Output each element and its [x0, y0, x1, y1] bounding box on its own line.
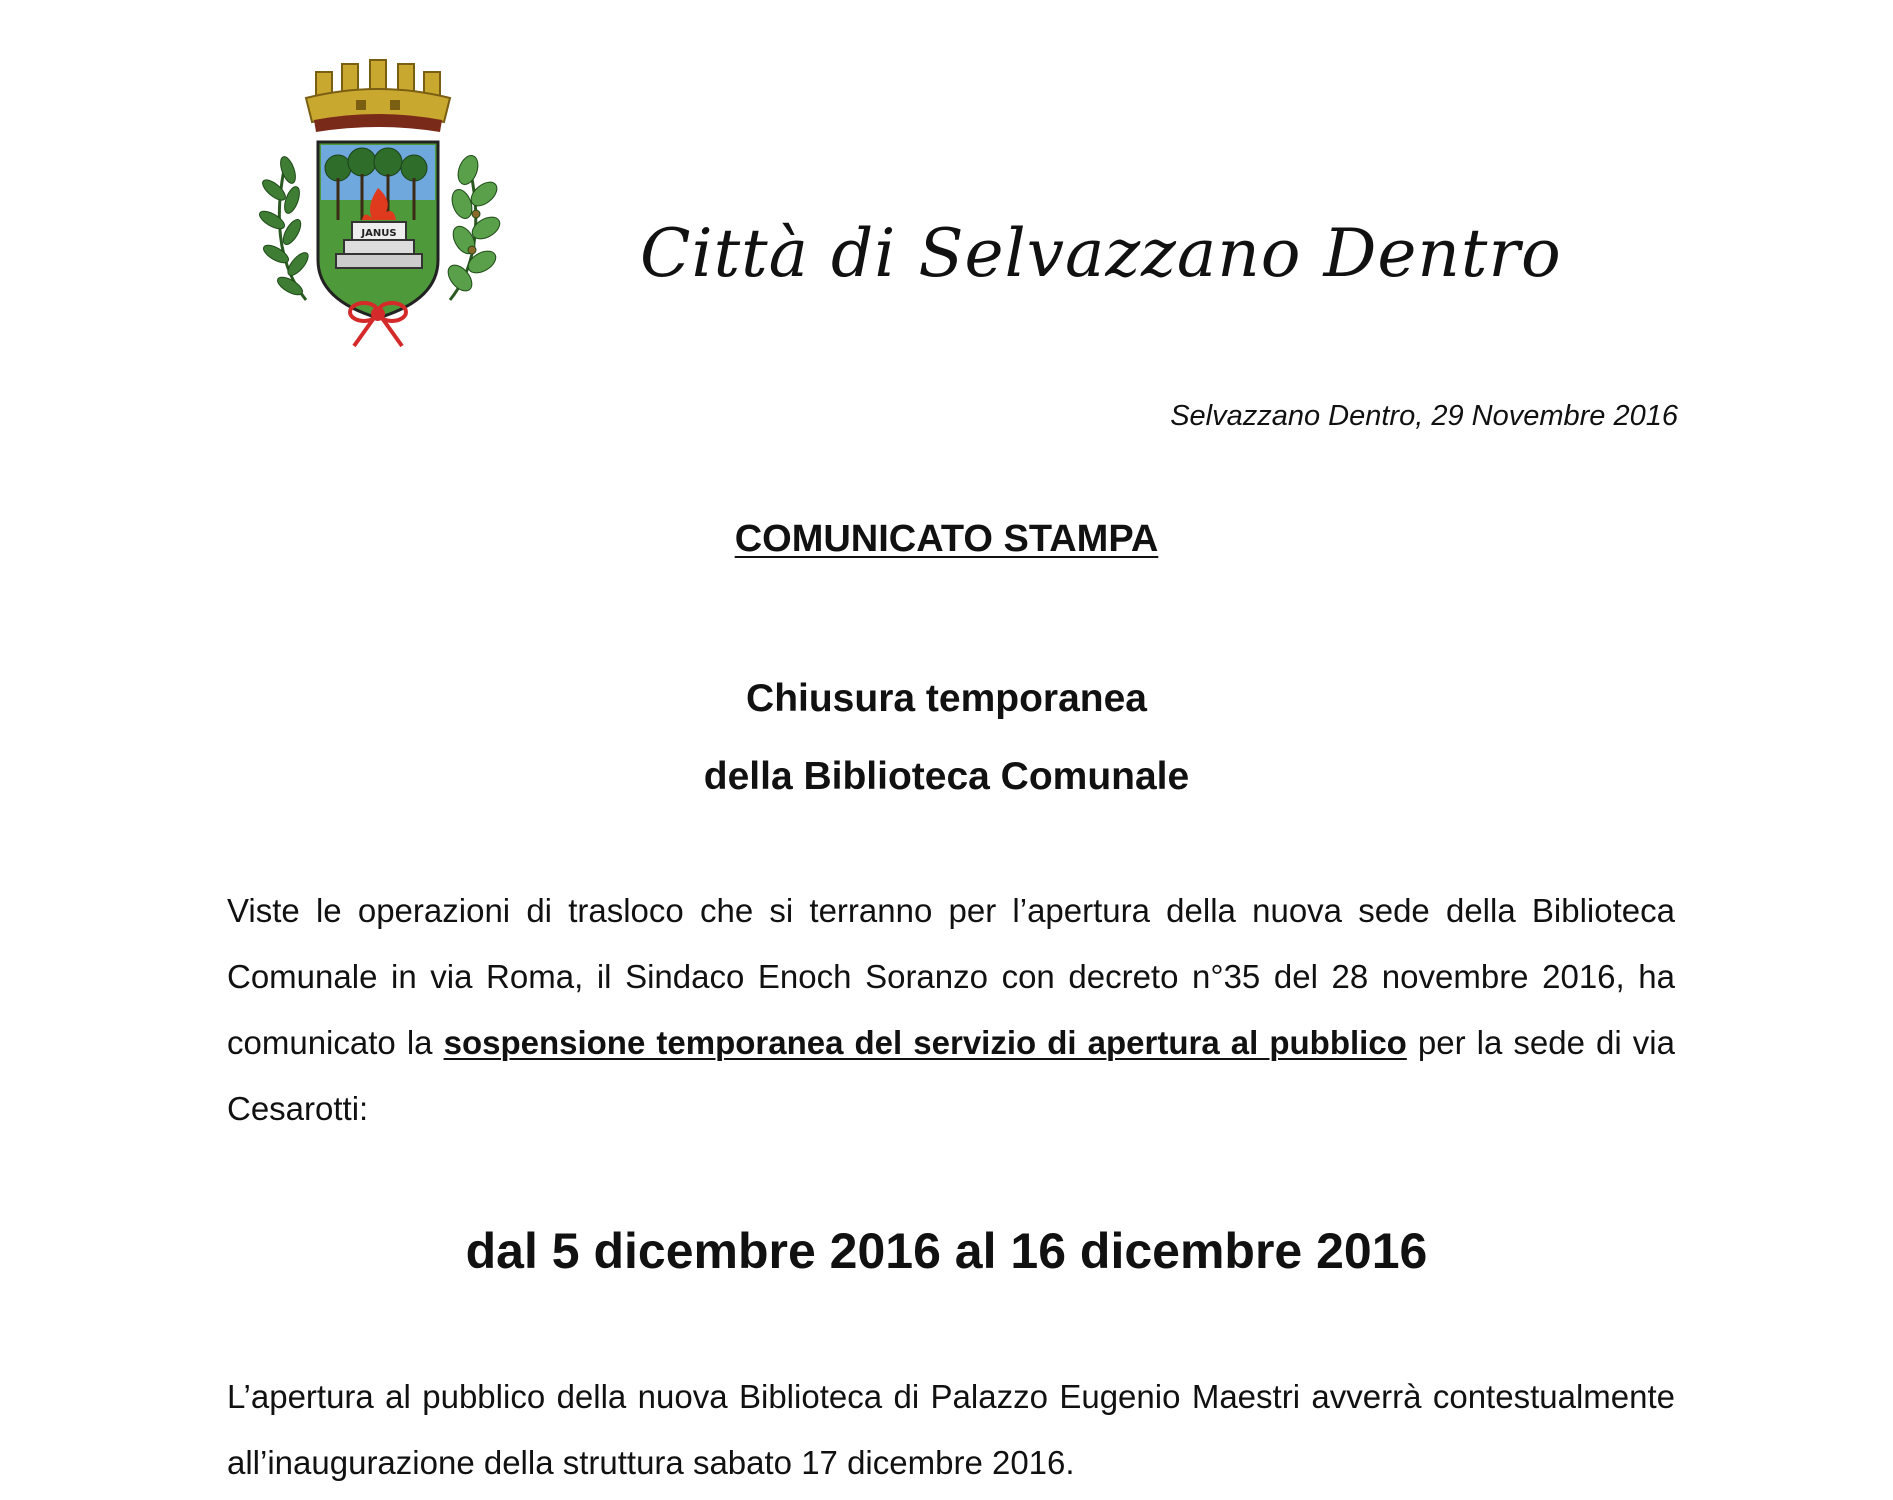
- city-name-heading: Città di Selvazzano Dentro: [640, 215, 1562, 292]
- crown-icon: [306, 60, 450, 132]
- paragraph-1-outro: per la sede di via Cesarotti:: [227, 1024, 1675, 1127]
- laurel-branch-icon: [257, 155, 312, 300]
- municipal-crest-logo: [246, 50, 510, 360]
- press-release-title-text: COMUNICATO STAMPA: [734, 518, 1159, 560]
- subject-line-2: della Biblioteca Comunale: [703, 755, 1190, 798]
- body-paragraph-2: L’apertura al pubblico della nuova Biblioteca di Palazzo Eugenio Maestri avverrà contestualmente all’inaugurazione della struttura sabato 17 dicembre 2016.: [227, 1378, 1675, 1481]
- press-release-title: [0, 518, 1893, 561]
- place-and-date: Selvazzano Dentro, 29 Novembre 2016: [1170, 400, 1678, 432]
- oak-branch-icon: [443, 153, 503, 300]
- subject-line-1: Chiusura temporanea: [746, 677, 1147, 720]
- closure-date-range: dal 5 dicembre 2016 al 16 dicembre 2016: [465, 1223, 1428, 1279]
- paragraph-1-intro: Viste le operazioni di trasloco che si terranno per l’apertura della nuova sede della Biblioteca Comunale in via Roma, il Sindaco Enoch Soranzo con decreto n°35 del 28 novembre 2016, ha comunicato la: [227, 892, 1675, 1061]
- subject-heading: [0, 660, 1893, 816]
- svg-text:JANUS: JANUS: [361, 228, 397, 239]
- shield-icon: [318, 142, 438, 318]
- paragraph-1-emphasis: sospensione temporanea del servizio di apertura al pubblico: [443, 1024, 1407, 1061]
- body-paragraph-1: [227, 878, 1675, 1142]
